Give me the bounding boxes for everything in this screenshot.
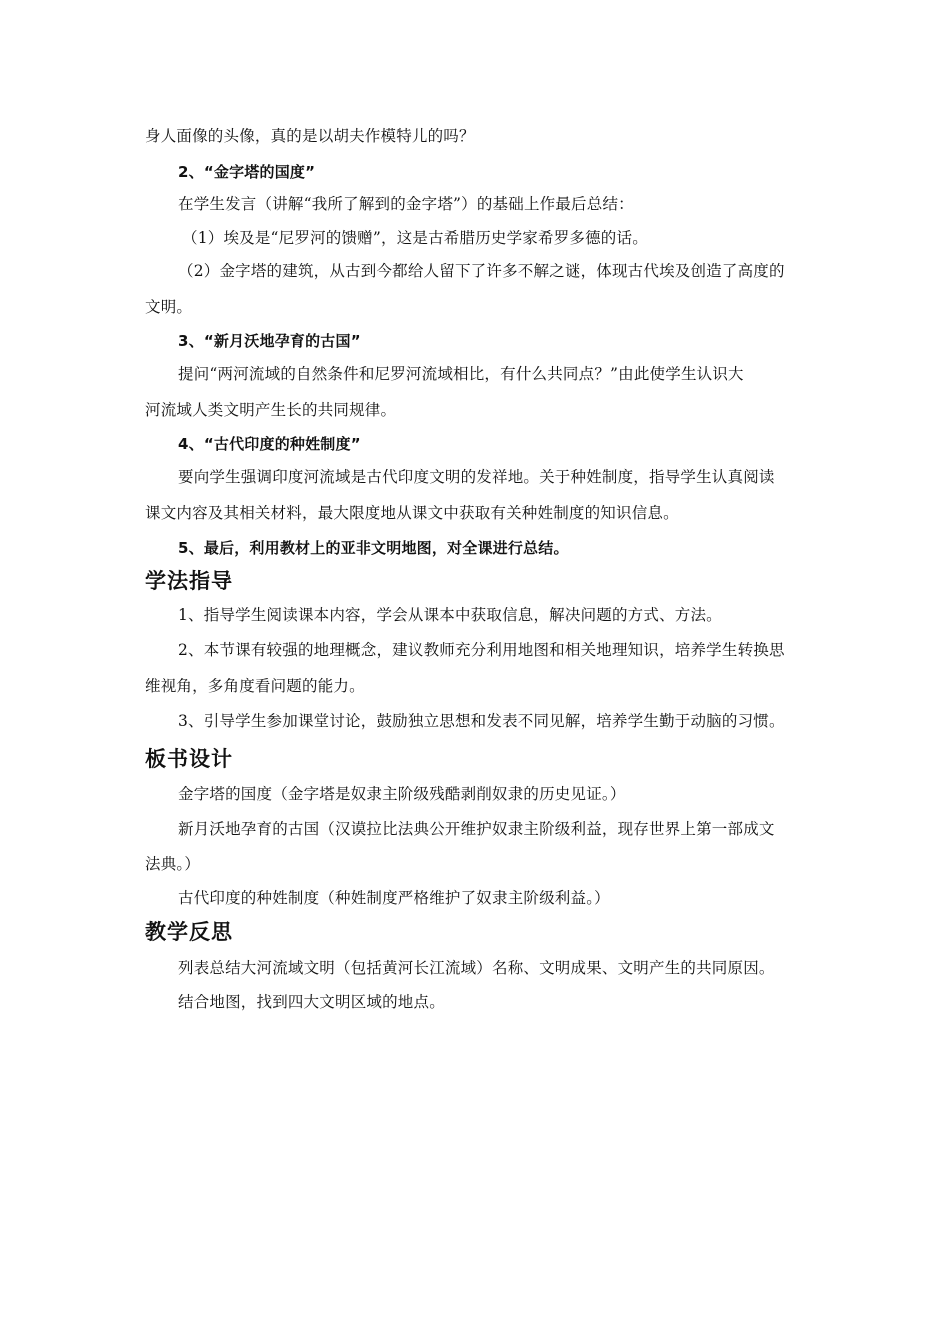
- paragraph-line: 提问“两河流域的自然条件和尼罗河流域相比，有什么共同点？”由此使学生认识大: [178, 365, 744, 383]
- heading-study-method: 学法指导: [145, 569, 233, 593]
- section-title-caste: 4、“古代印度的种姓制度”: [178, 435, 361, 453]
- heading-board-design: 板书设计: [145, 747, 233, 771]
- paragraph-line: 在学生发言（讲解“我所了解到的金字塔”）的基础上作最后总结：: [178, 195, 634, 213]
- paragraph-line: 文明。: [145, 298, 193, 316]
- section-title-crescent: 3、“新月沃地孕育的古国”: [178, 332, 361, 350]
- paragraph-line: （2）金字塔的建筑，从古到今都给人留下了许多不解之谜，体现古代埃及创造了高度的: [178, 262, 785, 280]
- paragraph-line: 要向学生强调印度河流域是古代印度文明的发祥地。关于种姓制度，指导学生认真阅读: [178, 468, 775, 486]
- paragraph-line: 列表总结大河流域文明（包括黄河长江流域）名称、文明成果、文明产生的共同原因。: [178, 959, 775, 977]
- paragraph-line: （1）埃及是“尼罗河的馈赠”，这是古希腊历史学家希罗多德的话。: [182, 229, 648, 247]
- paragraph-line: 金字塔的国度（金字塔是奴隶主阶级残酷剥削奴隶的历史见证。）: [178, 785, 626, 803]
- heading-reflection: 教学反思: [145, 920, 233, 944]
- paragraph-line: 法典。）: [145, 855, 201, 873]
- paragraph-line: 课文内容及其相关材料，最大限度地从课文中获取有关种姓制度的知识信息。: [145, 504, 679, 522]
- paragraph-line: 河流域人类文明产生长的共同规律。: [145, 401, 397, 419]
- paragraph-line: 维视角，多角度看问题的能力。: [145, 677, 365, 695]
- paragraph-line: 3、引导学生参加课堂讨论，鼓励独立思想和发表不同见解，培养学生勤于动脑的习惯。: [178, 712, 785, 730]
- paragraph-line: 古代印度的种姓制度（种姓制度严格维护了奴隶主阶级利益。）: [178, 889, 610, 907]
- paragraph-line: 身人面像的头像，真的是以胡夫作模特儿的吗？: [145, 127, 475, 145]
- section-title-summary: 5、最后，利用教材上的亚非文明地图，对全课进行总结。: [178, 539, 569, 557]
- paragraph-line: 1、指导学生阅读课本内容，学会从课本中获取信息，解决问题的方式、方法。: [178, 606, 722, 624]
- section-title-pyramid-country: 2、“金字塔的国度”: [178, 163, 316, 181]
- paragraph-line: 新月沃地孕育的古国（汉谟拉比法典公开维护奴隶主阶级利益，现存世界上第一部成文: [178, 820, 775, 838]
- paragraph-line: 结合地图，找到四大文明区域的地点。: [178, 993, 445, 1011]
- paragraph-line: 2、本节课有较强的地理概念，建议教师充分利用地图和相关地理知识，培养学生转换思: [178, 641, 785, 659]
